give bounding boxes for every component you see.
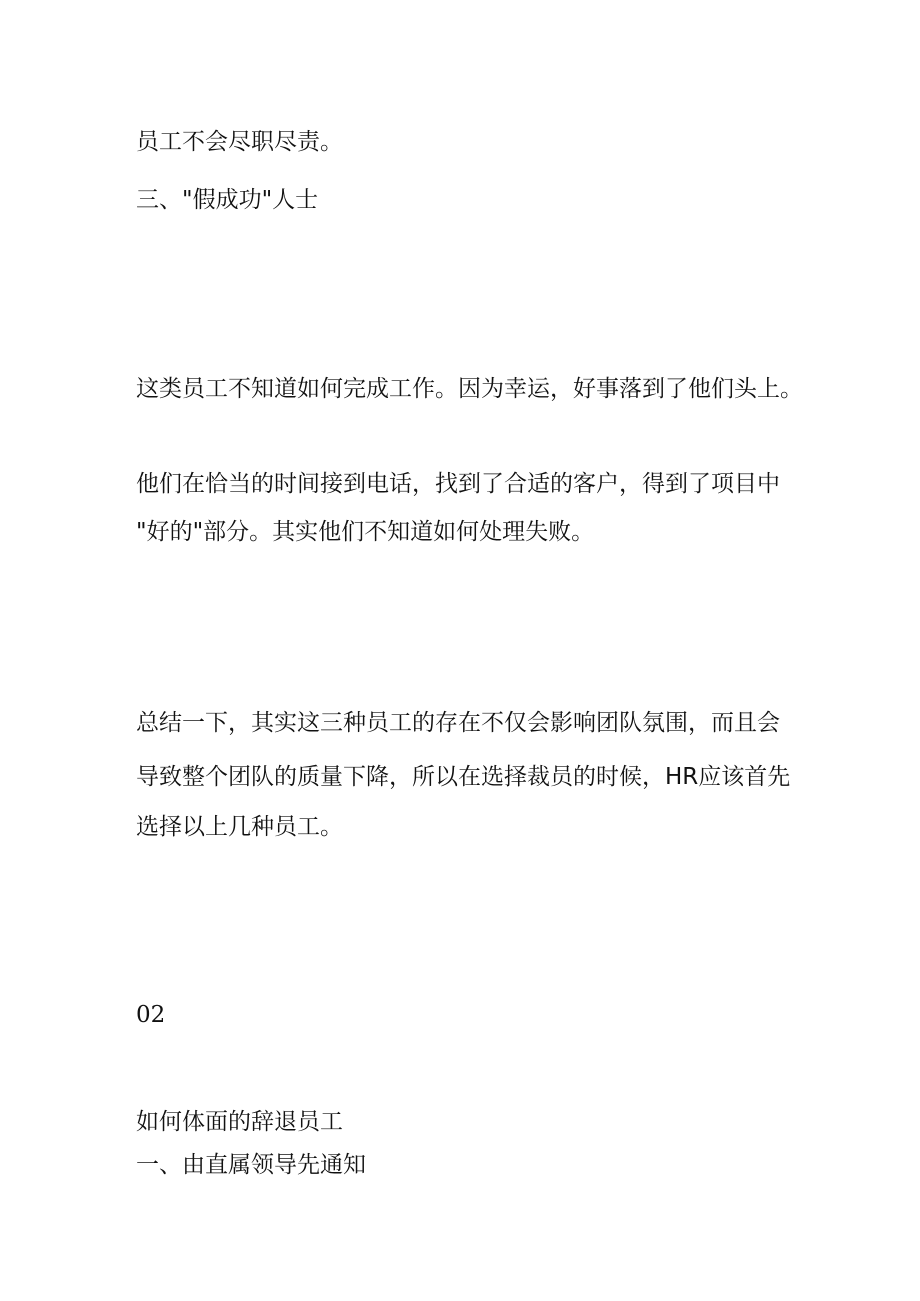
section-heading: 三、"假成功"人士 xyxy=(136,187,319,213)
paragraph-line: 他们在恰当的时间接到电话，找到了合适的客户，得到了项目中 xyxy=(136,471,780,497)
paragraph-line: 这类员工不知道如何完成工作。因为幸运，好事落到了他们头上。 xyxy=(136,376,803,402)
section-title: 如何体面的辞退员工 xyxy=(136,1109,343,1135)
paragraph-line: 员工不会尽职尽责。 xyxy=(136,129,343,155)
paragraph-line: 总结一下，其实这三种员工的存在不仅会影响团队氛围，而且会 xyxy=(136,710,780,736)
paragraph-line: 导致整个团队的质量下降，所以在选择裁员的时候，HR应该首先 xyxy=(136,764,791,790)
section-number: 02 xyxy=(136,1002,166,1028)
paragraph-line: 选择以上几种员工。 xyxy=(136,814,343,840)
paragraph-line: "好的"部分。其实他们不知道如何处理失败。 xyxy=(136,519,595,545)
subsection-heading: 一、由直属领导先通知 xyxy=(136,1152,366,1178)
